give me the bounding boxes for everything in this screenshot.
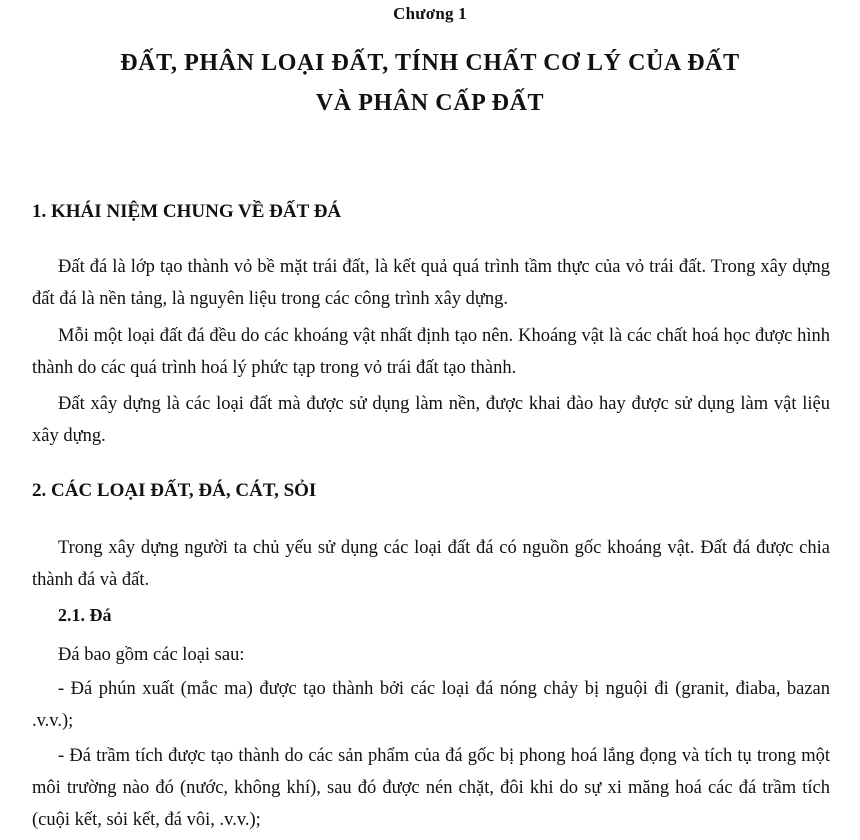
list-item-igneous-rock: - Đá phún xuất (mắc ma) được tạo thành bởi các loại đá nóng chảy bị nguội đi (granit, điaba, bazan .v.v.); — [32, 679, 830, 731]
chapter-label: Chương 1 — [393, 4, 467, 23]
chapter-title — [0, 43, 860, 123]
section-1-paragraph-3: Đất xây dựng là các loại đất mà được sử dụng làm nền, được khai đào hay được sử dụng làm vật liệu xây dựng. — [32, 394, 830, 446]
section-1-paragraph-2: Mỗi một loại đất đá đều do các khoáng vật nhất định tạo nên. Khoáng vật là các chất hoá học được hình thành do các quá trình hoá lý phức tạp trong vỏ trái đất tạo thành. — [32, 326, 830, 378]
section-2-intro: Trong xây dựng người ta chủ yếu sử dụng các loại đất đá có nguồn gốc khoáng vật. Đất đá được chia thành đá và đất. — [32, 538, 830, 590]
chapter-title-line-2: VÀ PHÂN CẤP ĐẤT — [315, 90, 545, 116]
section-1-paragraph-1: Đất đá là lớp tạo thành vỏ bề mặt trái đất, là kết quả quá trình tầm thực của vỏ trái đất. Trong xây dựng đất đá là nền tảng, là nguyên liệu trong các công trình xây dựng. — [32, 257, 830, 309]
section-2-heading: 2. CÁC LOẠI ĐẤT, ĐÁ, CÁT, SỎI — [32, 480, 317, 501]
chapter-title-line-1: ĐẤT, PHÂN LOẠI ĐẤT, TÍNH CHẤT CƠ LÝ CỦA ĐẤT — [120, 50, 740, 76]
subsection-2-1-lead: Đá bao gồm các loại sau: — [58, 645, 245, 665]
section-1-heading: 1. KHÁI NIỆM CHUNG VỀ ĐẤT ĐÁ — [32, 201, 342, 222]
subsection-2-1-heading: 2.1. Đá — [58, 605, 112, 625]
list-item-sedimentary-rock: - Đá trầm tích được tạo thành do các sản phẩm của đá gốc bị phong hoá lắng đọng và tích tụ trong một môi trường nào đó (nước, không khí), sau đó được nén chặt, đôi khi do sự xi măng hoá các đá trầm tích (cuội kết, sỏi kết, đá vôi, .v.v.); — [32, 746, 830, 830]
